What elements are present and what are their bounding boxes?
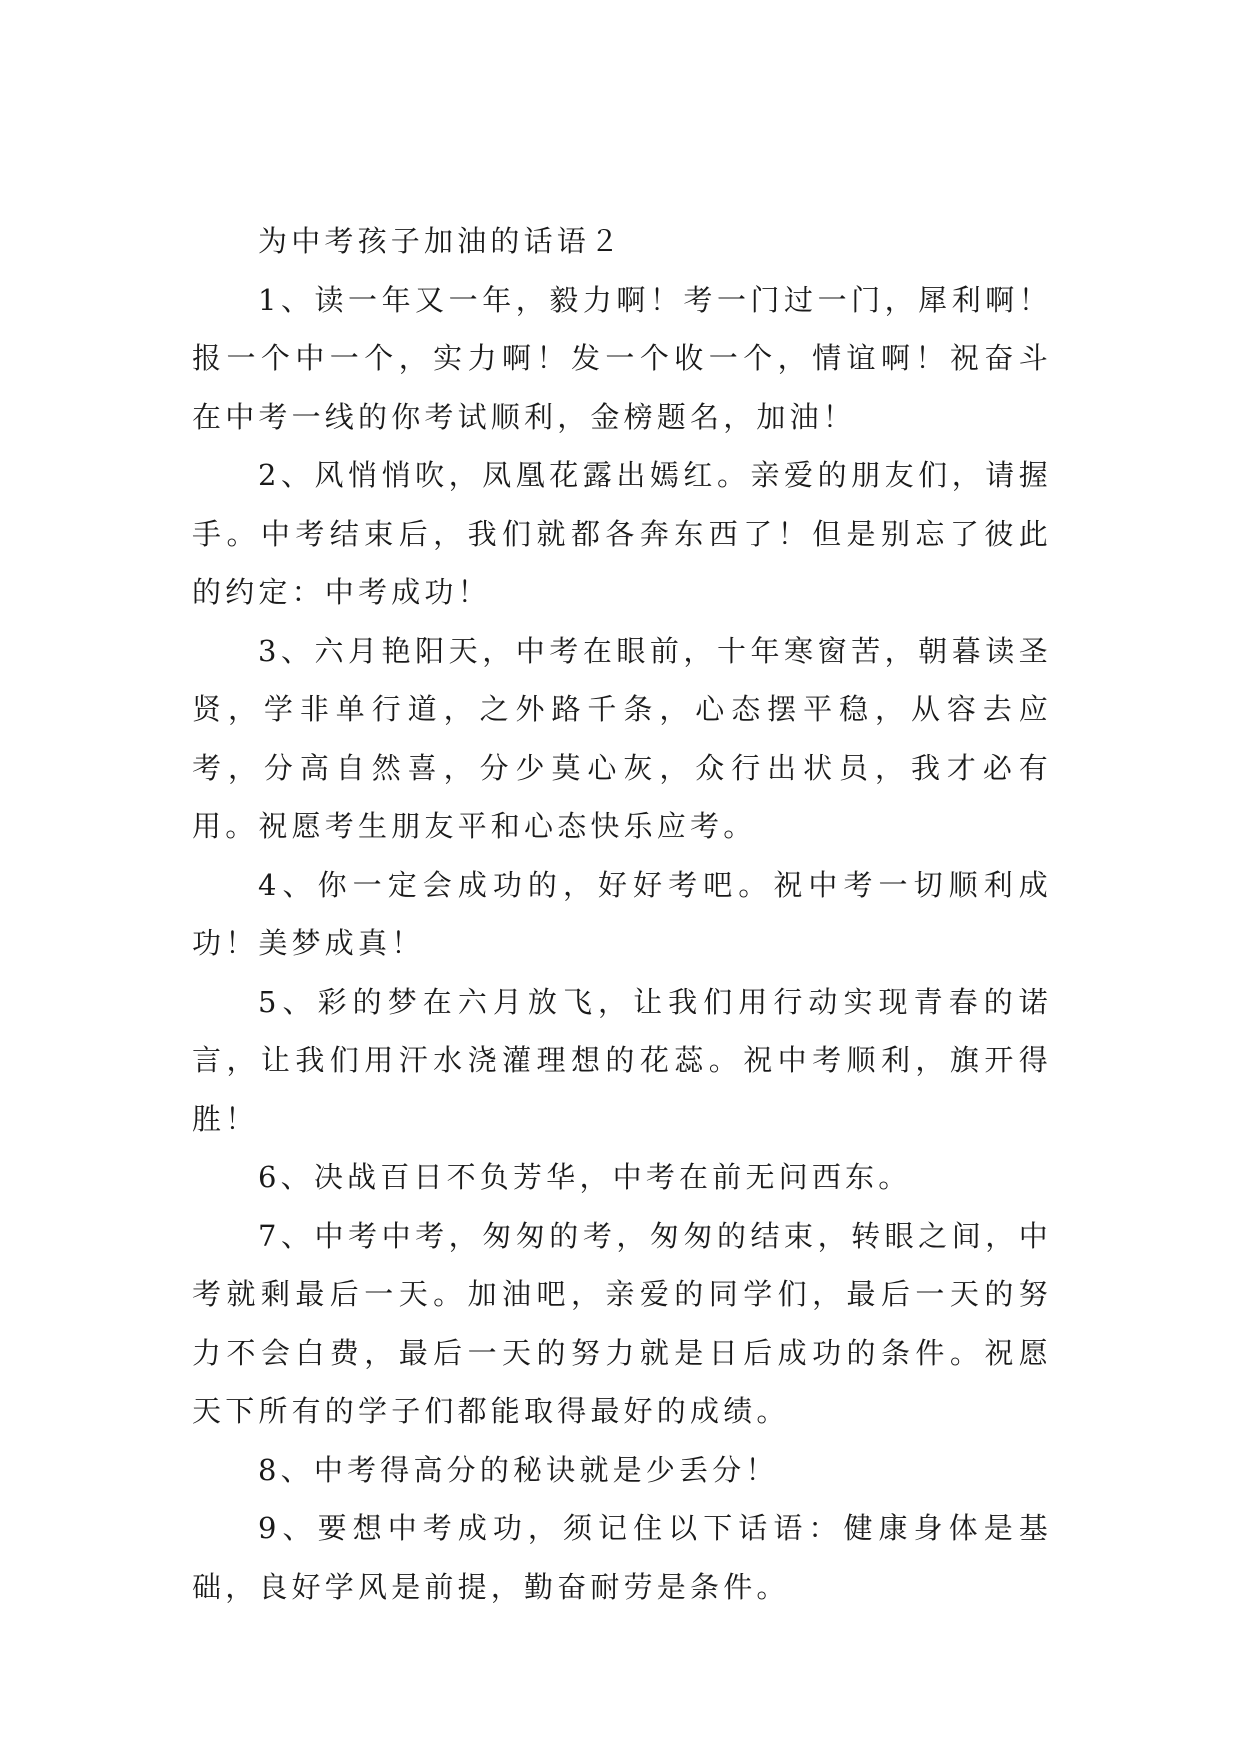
paragraph-6: 6、决战百日不负芳华，中考在前无问西东。 xyxy=(258,1160,912,1194)
paragraph-1: 1、读一年又一年，毅力啊！考一门过一门，犀利啊！报一个中一个，实力啊！发一个收一个，情谊啊！祝奋斗在中考一线的你考试顺利，金榜题名，加油！ xyxy=(192,282,1052,434)
paragraph-5: 5、彩的梦在六月放飞，让我们用行动实现青春的诺言，让我们用汗水浇灌理想的花蕊。祝中考顺利，旗开得胜！ xyxy=(192,984,1052,1136)
paragraph-4: 4、你一定会成功的，好好考吧。祝中考一切顺利成功！美梦成真！ xyxy=(192,867,1052,960)
paragraph-8: 8、中考得高分的秘诀就是少丢分！ xyxy=(258,1452,779,1487)
document-title: 为中考孩子加油的话语２ xyxy=(258,224,624,258)
paragraph-7: 7、中考中考，匆匆的考，匆匆的结束，转眼之间，中考就剩最后一天。加油吧，亲爱的同学们，最后一天的努力不会白费，最后一天的努力就是日后成功的条件。祝愿天下所有的学子们都能取得最好的成绩。 xyxy=(192,1218,1052,1428)
document-body xyxy=(192,212,1052,1616)
paragraph-3: 3、六月艳阳天，中考在眼前，十年寒窗苦，朝暮读圣贤，学非单行道，之外路千条，心态摆平稳，从容去应考，分高自然喜，分少莫心灰，众行出状员，我才必有用。祝愿考生朋友平和心态快乐应考。 xyxy=(192,633,1052,843)
paragraph-9: 9、要想中考成功，须记住以下话语：健康身体是基础，良好学风是前提，勤奋耐劳是条件。 xyxy=(192,1511,1052,1604)
paragraph-2: 2、风悄悄吹，凤凰花露出嫣红。亲爱的朋友们，请握手。中考结束后，我们就都各奔东西了！但是别忘了彼此的约定：中考成功！ xyxy=(192,458,1052,609)
